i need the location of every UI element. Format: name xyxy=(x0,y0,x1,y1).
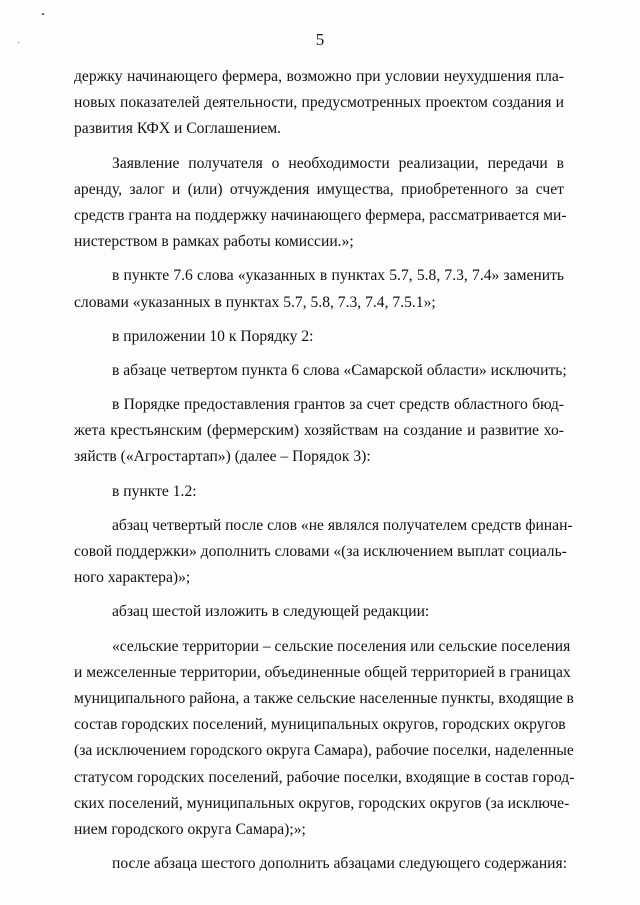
paragraph xyxy=(74,392,564,471)
paragraph xyxy=(74,263,564,315)
document-body xyxy=(74,64,575,877)
paragraph xyxy=(74,634,575,844)
text-line: абзац шестой изложить в следующей редакции: xyxy=(112,603,430,621)
paragraph-gap xyxy=(74,843,564,851)
text-line: Заявление получателя о необходимости реализации, передачи в xyxy=(112,154,564,172)
text-line: в приложении 10 к Порядку 2: xyxy=(112,327,314,345)
text-line: ного характера)»; xyxy=(74,569,191,587)
text-line: «сельские территории – сельские поселения или сельские поселения xyxy=(112,637,571,655)
paragraph xyxy=(74,324,564,350)
text-line: нистерством в рамках работы комиссии.»; xyxy=(74,233,354,251)
paragraph-gap xyxy=(74,626,564,634)
text-line: в пункте 7.6 слова «указанных в пунктах 5.7, 5.8, 7.3, 7.4» заменить xyxy=(112,267,564,285)
paragraph xyxy=(74,599,564,625)
paragraph-gap xyxy=(74,143,564,151)
text-line: муниципального района, а также сельские населенные пункты, входящие в xyxy=(74,689,574,707)
text-line: в Порядке предоставления грантов за счет средств областного бюд- xyxy=(112,396,564,414)
text-line: состав городских поселений, муниципальных округов, городских округов xyxy=(74,716,566,734)
paragraph-gap xyxy=(74,471,564,479)
text-line: аренду, залог и (или) отчуждения имущества, приобретенного за счет xyxy=(74,180,564,198)
text-line: и межселенные территории, объединенные общей территорией в границах xyxy=(74,663,571,681)
text-line: совой поддержки» дополнить словами «(за исключением выплат социаль- xyxy=(74,543,567,560)
paragraph xyxy=(74,358,567,384)
paragraph-gap xyxy=(74,591,564,599)
text-line: абзац четвертый после слов «не являлся получателем средств финан- xyxy=(112,516,573,534)
text-line: в пункте 1.2: xyxy=(112,482,197,500)
paragraph-gap xyxy=(74,350,564,358)
paragraph-gap xyxy=(74,316,564,324)
paragraph xyxy=(74,151,567,256)
text-line: (за исключением городского округа Самара), рабочие поселки, наделенные xyxy=(74,742,574,760)
text-line: средств гранта на поддержку начинающего фермера, рассматривается ми- xyxy=(74,206,567,224)
paragraph-gap xyxy=(74,255,564,263)
paragraph xyxy=(74,479,564,505)
text-line: после абзаца шестого дополнить абзацами следующего содержания: xyxy=(112,855,568,873)
page-number: 5 xyxy=(315,30,325,49)
text-line: статусом городских поселений, рабочие поселки, входящие в состав город- xyxy=(74,768,575,786)
text-line: словами «указанных в пунктах 5.7, 5.8, 7.3, 7.4, 7.5.1»; xyxy=(74,293,436,311)
paragraph-gap xyxy=(74,505,564,513)
text-line: нием городского округа Самара);»; xyxy=(74,820,306,838)
paragraph xyxy=(74,851,568,877)
text-line: в абзаце четвертом пункта 6 слова «Самарской области» исключить; xyxy=(112,361,567,379)
scan-speck xyxy=(42,13,44,15)
text-line: развития КФХ и Соглашением. xyxy=(74,120,282,138)
text-line: зяйств («Агростартап») (далее – Порядок 3): xyxy=(74,448,371,466)
paragraph xyxy=(74,64,564,143)
text-line: жета крестьянским (фермерским) хозяйствам на создание и развитие хо- xyxy=(74,422,564,440)
paragraph-gap xyxy=(74,384,564,392)
text-line: ских поселений, муниципальных округов, городских округов (за исключе- xyxy=(74,794,570,812)
paragraph xyxy=(74,513,573,592)
text-line: держку начинающего фермера, возможно при условии неухудшения пла- xyxy=(74,68,564,85)
text-line: новых показателей деятельности, предусмотренных проектом создания и xyxy=(74,94,564,112)
